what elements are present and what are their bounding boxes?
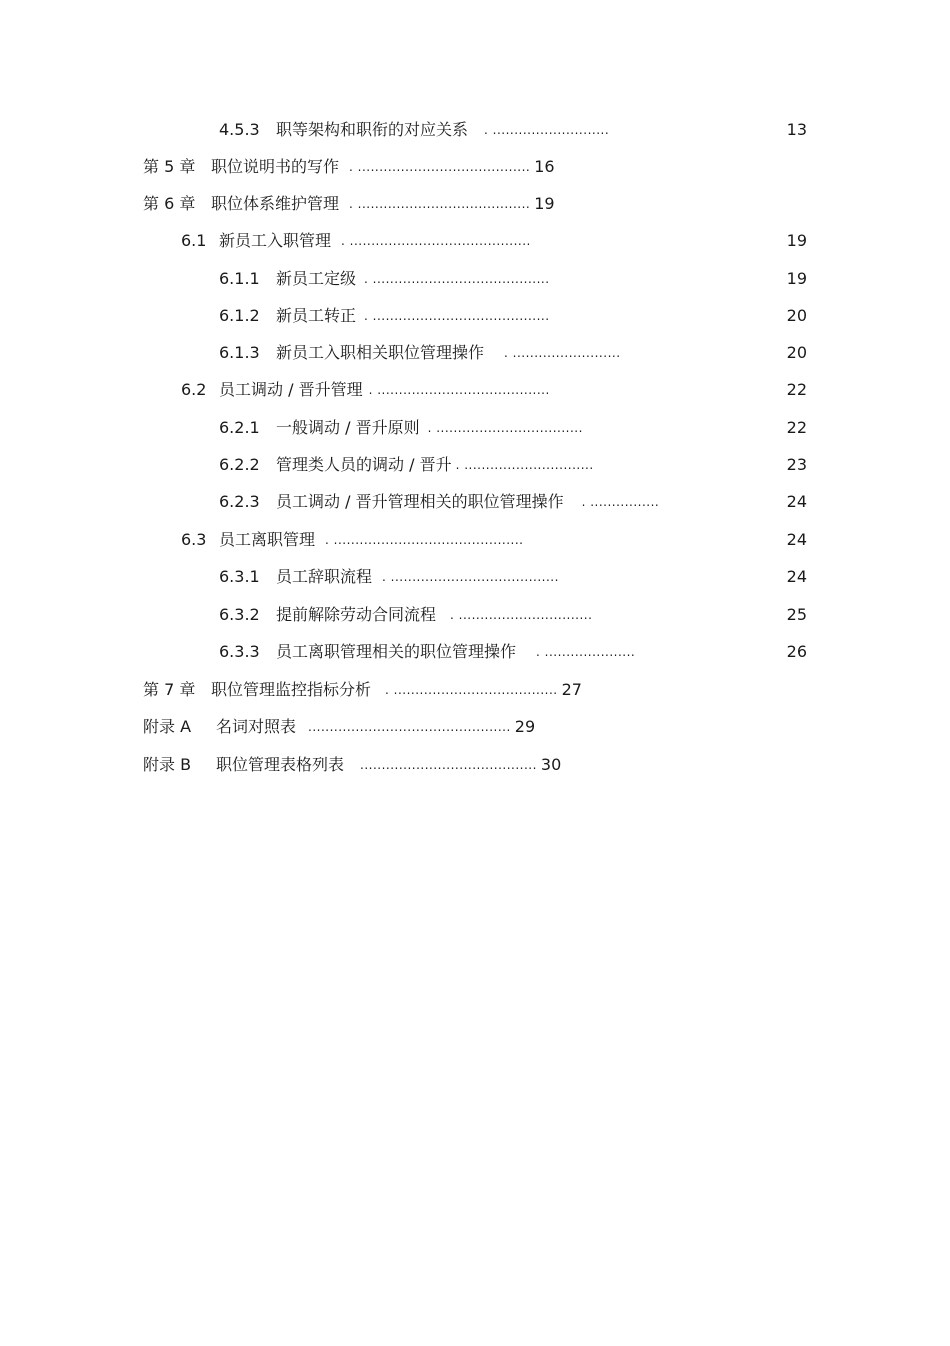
toc-page-number: 24 [786, 567, 807, 586]
toc-title: 名词对照表 [216, 717, 297, 736]
toc-leader-dots: . ................ [581, 495, 660, 509]
toc-entry-6-3-3[interactable] [219, 640, 635, 664]
toc-title: 新员工入职相关职位管理操作 [276, 343, 485, 362]
toc-leader-dots: . ............................... [450, 608, 593, 622]
toc-entry-6-3[interactable] [181, 528, 523, 552]
toc-page-number: 29 [514, 717, 536, 736]
toc-leader-dots: . .......................................... [341, 234, 531, 248]
toc-title: 一般调动 / 晋升原则 [276, 418, 420, 437]
toc-page-number: 30 [540, 755, 562, 774]
toc-page-number: 16 [534, 157, 555, 176]
toc-title: 员工离职管理相关的职位管理操作 [276, 642, 517, 661]
toc-page-number: 27 [561, 680, 582, 699]
toc-entry-4-5-3[interactable] [219, 118, 609, 142]
toc-leader-dots: . ......................... [504, 346, 621, 360]
toc-title: 新员工转正 [276, 306, 357, 325]
toc-entry-chapter-7[interactable] [143, 678, 582, 702]
toc-leader-dots: . .................................. [427, 421, 583, 435]
toc-leader-dots: . ............................................ [325, 533, 524, 547]
toc-number: 6.2.3 [219, 492, 260, 511]
toc-leader-dots: . ....................................... [382, 570, 559, 584]
toc-entry-6-3-2[interactable] [219, 603, 592, 627]
toc-number: 第 5 章 [143, 157, 196, 176]
toc-entry-6-2-1[interactable] [219, 416, 583, 440]
toc-leader-dots: . ......................................... [364, 309, 550, 323]
toc-leader-dots: . ........................................ [368, 383, 550, 397]
toc-leader-dots: ............................................... [308, 720, 511, 734]
toc-number: 6.3 [181, 530, 207, 549]
toc-page-number: 20 [786, 343, 807, 362]
toc-leader-dots: . ...................................... [385, 683, 558, 697]
toc-title: 管理类人员的调动 / 晋升 [276, 455, 452, 474]
toc-title: 员工辞职流程 [276, 567, 373, 586]
toc-page-number: 13 [786, 120, 807, 139]
toc-entry-6-1[interactable] [181, 229, 531, 253]
toc-number: 附录 A [143, 717, 192, 736]
toc-leader-dots: . ........................... [484, 123, 610, 137]
toc-page-number: 22 [786, 418, 807, 437]
toc-number: 6.1.2 [219, 306, 260, 325]
toc-number: 6.1.1 [219, 269, 260, 288]
toc-page-number: 22 [786, 380, 807, 399]
toc-number: 6.2.1 [219, 418, 260, 437]
toc-title: 员工离职管理 [219, 530, 316, 549]
toc-page-number: 19 [534, 194, 555, 213]
toc-entry-appendix-a[interactable] [143, 715, 535, 739]
toc-page-number: 24 [786, 492, 807, 511]
toc-title: 职位说明书的写作 [211, 157, 340, 176]
toc-title: 职位管理表格列表 [216, 755, 345, 774]
toc-number: 6.3.1 [219, 567, 260, 586]
toc-page-number: 19 [786, 231, 807, 250]
toc-title: 员工调动 / 晋升管理 [219, 380, 363, 399]
toc-number: 附录 B [143, 755, 192, 774]
toc-number: 第 7 章 [143, 680, 196, 699]
toc-number: 6.2 [181, 380, 207, 399]
toc-entry-chapter-6[interactable] [143, 192, 555, 216]
toc-number: 6.1.3 [219, 343, 260, 362]
toc-entry-6-1-2[interactable] [219, 304, 550, 328]
toc-title: 提前解除劳动合同流程 [276, 605, 437, 624]
toc-leader-dots: . ......................................... [364, 272, 550, 286]
toc-number: 第 6 章 [143, 194, 196, 213]
toc-entry-6-1-3[interactable] [219, 341, 621, 365]
toc-page-number: 24 [786, 530, 807, 549]
toc-entry-6-3-1[interactable] [219, 565, 559, 589]
toc-leader-dots: . .............................. [455, 458, 594, 472]
toc-entry-chapter-5[interactable] [143, 155, 555, 179]
toc-number: 6.3.3 [219, 642, 260, 661]
toc-entry-6-1-1[interactable] [219, 267, 550, 291]
toc-leader-dots: . ........................................ [349, 197, 531, 211]
toc-title: 职位管理监控指标分析 [211, 680, 372, 699]
toc-leader-dots: ......................................... [360, 758, 537, 772]
toc-number: 6.1 [181, 231, 207, 250]
toc-leader-dots: . ..................... [536, 645, 636, 659]
toc-number: 6.2.2 [219, 455, 260, 474]
toc-number: 6.3.2 [219, 605, 260, 624]
toc-leader-dots: . ........................................ [349, 160, 531, 174]
toc-page-number: 19 [786, 269, 807, 288]
toc-page-number: 20 [786, 306, 807, 325]
toc-title: 职位体系维护管理 [211, 194, 340, 213]
toc-entry-6-2-2[interactable] [219, 453, 594, 477]
toc-number: 4.5.3 [219, 120, 260, 139]
toc-title: 职等架构和职衔的对应关系 [276, 120, 469, 139]
toc-entry-6-2[interactable] [181, 378, 550, 402]
toc-title: 员工调动 / 晋升管理相关的职位管理操作 [276, 492, 564, 511]
toc-page-number: 25 [786, 605, 807, 624]
toc-entry-6-2-3[interactable] [219, 490, 659, 514]
toc-page-number: 23 [786, 455, 807, 474]
toc-entry-appendix-b[interactable] [143, 753, 561, 777]
toc-title: 新员工入职管理 [219, 231, 332, 250]
toc-page-number: 26 [786, 642, 807, 661]
toc-title: 新员工定级 [276, 269, 357, 288]
